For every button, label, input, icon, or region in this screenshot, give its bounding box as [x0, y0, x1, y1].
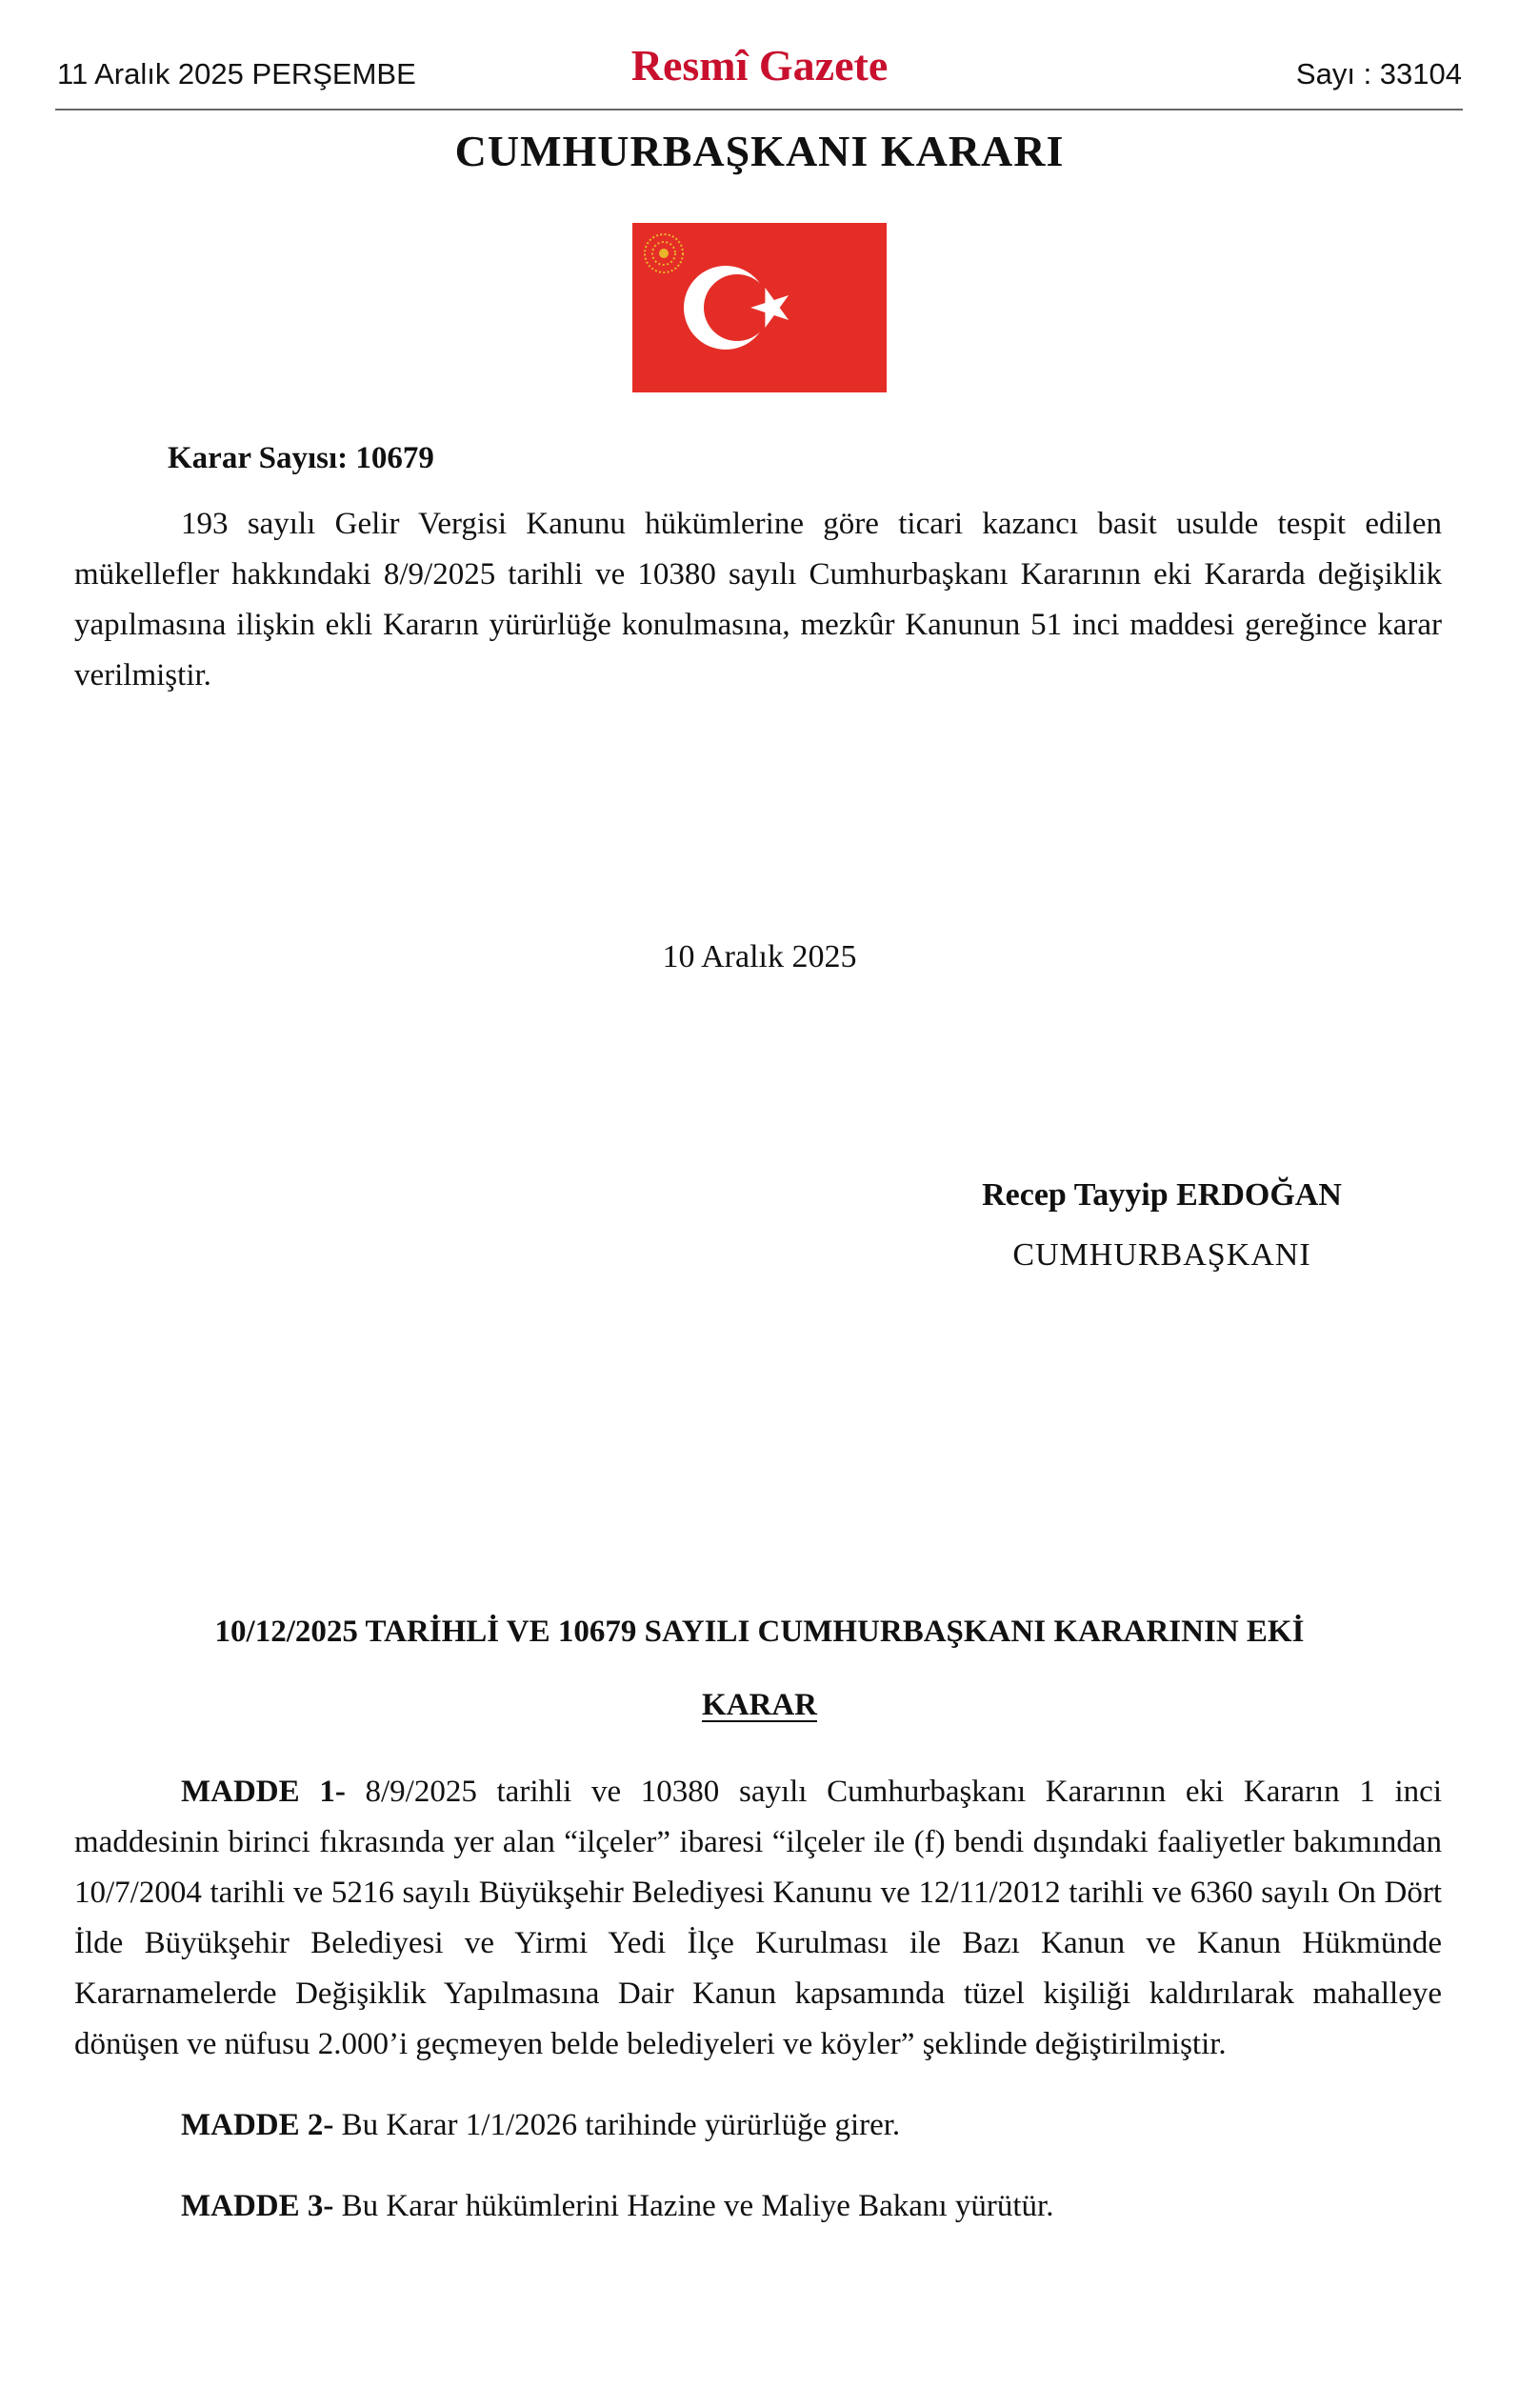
article-label: MADDE 1-: [181, 1775, 346, 1809]
intro-paragraph: 193 sayılı Gelir Vergisi Kanunu hükümlerine göre ticari kazancı basit usulde tespit edilen mükellefler hakkındaki 8/9/2025 tarihli ve 10380 sayılı Cumhurbaşkanı Kararının eki Kararda değişiklik yapılmasına ilişkin ekli Kararın yürürlüğe konulmasına, mezkûr Kanunun 51 inci maddesi gereğince karar verilmiştir.: [74, 507, 1442, 692]
article-text: Bu Karar 1/1/2026 tarihinde yürürlüğe girer.: [333, 2108, 901, 2142]
annex-heading: 10/12/2025 TARİHLİ VE 10679 SAYILI CUMHURBAŞKANI KARARININ EKİ: [214, 1615, 1305, 1649]
article-text: 8/9/2025 tarihli ve 10380 sayılı Cumhurbaşkanı Kararının eki Kararın 1 inci maddesinin birinci fıkrasında yer alan “ilçeler” ibaresi “ilçeler ile (f) bendi dışındaki faaliyetler bakımından 10/7/2004 tarihli ve 5216 sayılı Büyükşehir Belediyesi Kanunu ve 12/11/2012 tarihli ve 6360 sayılı On Dört İlde Büyükşehir Belediyesi ve Yirmi Yedi İlçe Kurulması ile Bazı Kanun ve Kanun Hükmünde Kararnamelerde Değişiklik Yapılmasına Dair Kanun kapsamında tüzel kişiliği kaldırılarak mahalleye dönüşen ve nüfusu 2.000’i geçmeyen belde belediyeleri ve köyler” şeklinde değiştirilmiştir.: [74, 1775, 1442, 2061]
signatory-name: Recep Tayyip ERDOĞAN: [982, 1177, 1342, 1213]
article-label: MADDE 2-: [181, 2108, 334, 2142]
header-divider: [55, 109, 1463, 110]
publication-date: 11 Aralık 2025 PERŞEMBE: [57, 57, 416, 90]
turkish-flag-icon: [632, 223, 887, 392]
article-3: [74, 2181, 1442, 2232]
article-2: [74, 2100, 1442, 2151]
article-text: Bu Karar hükümlerini Hazine ve Maliye Bakanı yürütür.: [333, 2189, 1054, 2223]
annex-subheading: KARAR: [702, 1688, 817, 1722]
decision-date: 10 Aralık 2025: [662, 939, 857, 974]
gazette-name: Resmî Gazete: [630, 41, 889, 90]
issue-number: Sayı : 33104: [1295, 57, 1462, 90]
document-title: CUMHURBAŞKANI KARARI: [454, 127, 1065, 175]
article-1: [74, 1767, 1442, 2070]
signatory-title: CUMHURBAŞKANI: [1012, 1237, 1311, 1273]
article-label: MADDE 3-: [181, 2189, 334, 2223]
decision-number: Karar Sayısı: 10679: [168, 441, 434, 475]
